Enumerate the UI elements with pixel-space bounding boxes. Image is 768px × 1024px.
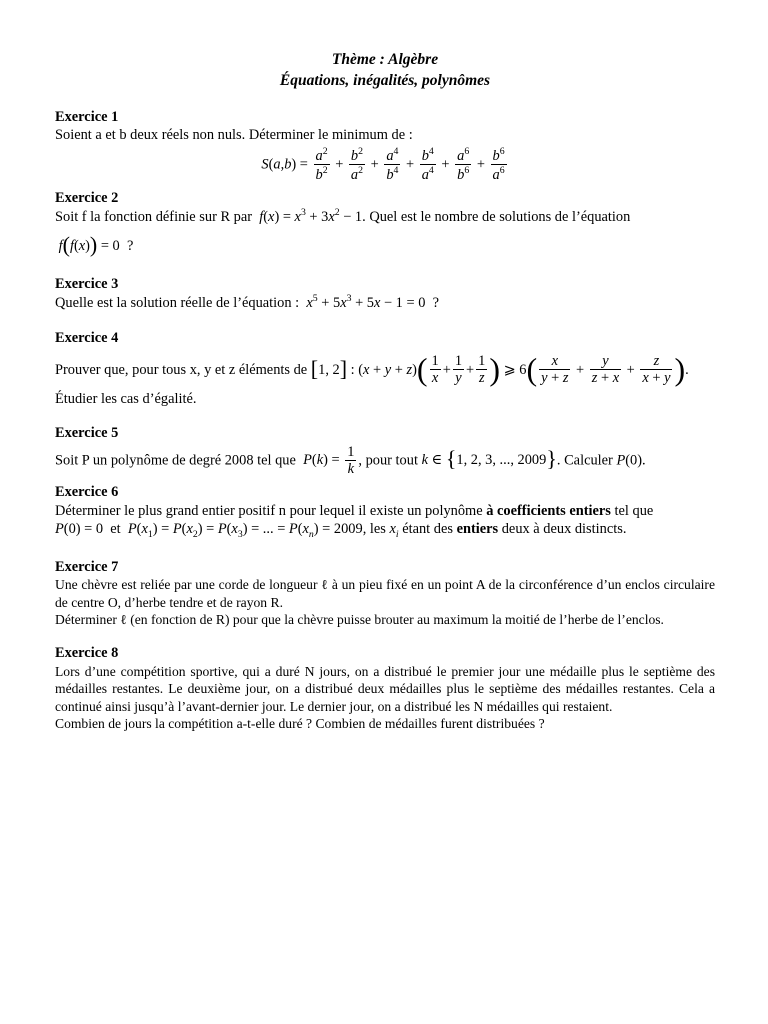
exercise-8	[55, 644, 715, 732]
formula-inequality: [1, 2] : (x + y + z)( $\frac{1}{x}$ + $\frac{1}{y}$ + $\frac{1}{z}$ ) ⩾ 6( $\frac{x}{y + z}$ + $\frac{y}{z + x}$ + $\frac{z}{x + y}$ ).	[310, 350, 689, 387]
formula-s: S(a,b) = $\frac{a^2}{b^2}$ + $\frac{b^2}{a^2}$ + $\frac{a^4}{b^4}$ + $\frac{b^4}{a^4}$ + $\frac{a^6}{b^6}$ + $\frac{b^6}{a^6}$	[261, 145, 505, 183]
exercise-text: . Calculer	[556, 452, 613, 469]
formula-xi: $x_i$	[389, 521, 399, 541]
exercise-text: , pour tout	[358, 452, 418, 469]
exercise-text: deux à deux distincts.	[501, 521, 627, 538]
exercise-1	[55, 108, 715, 183]
formula-p0: P(0).	[616, 452, 646, 469]
emphasis-text: à coefficients entiers	[486, 502, 611, 519]
formula-k-set: k ∈ {1, 2, 3, ..., 2009}	[421, 446, 557, 472]
exercise-text: Lors d’une compétition sportive, qui a duré N jours, on a distribué le premier jour une médaille plus le septième des médailles restantes. Le deuxième jour, on a distribué deux médailles plus le septième des médailles restantes. Cela a continué ainsi jusqu’à l’avant-dernier jour. Le dernier jour, on a distribué les N médailles qui restaient.	[55, 663, 715, 714]
exercise-7	[55, 558, 715, 629]
exercise-text: Combien de jours la compétition a-t-elle duré ? Combien de médailles furent distribuées ?	[55, 715, 545, 731]
formula-f: $f(x) = x^3 + 3x^2 - 1$	[259, 207, 363, 226]
formula-pk: P(k) = $\frac{1}{k}$	[303, 443, 355, 477]
exercise-text: tel que	[614, 502, 654, 519]
formula-quintic: $x^5 + 5x^3 + 5x - 1 = 0$ ?	[306, 293, 439, 312]
exercise-text: Déterminer le plus grand entier positif n pour lequel il existe un polynôme	[55, 502, 483, 519]
exercise-text: étant des	[402, 521, 453, 538]
exercise-text: Prouver que, pour tous x, y et z éléments de	[55, 361, 308, 378]
exercise-text: Soit P un polynôme de degré 2008 tel que	[55, 452, 296, 469]
exercise-text: Déterminer ℓ (en fonction de R) pour que la chèvre puisse brouter au maximum la moitié de l’herbe de l’enclos.	[55, 611, 664, 627]
exercise-heading: Exercice 5	[55, 425, 119, 442]
exercise-4	[55, 329, 715, 409]
exercise-text: . Quel est le nombre de solutions de l’équation	[362, 209, 631, 226]
exercise-heading: Exercice 7	[55, 558, 119, 575]
document-page	[55, 50, 715, 732]
exercise-heading: Exercice 8	[55, 645, 119, 662]
emphasis-text: entiers	[456, 521, 499, 538]
exercise-text: Quelle est la solution réelle de l’équation :	[55, 295, 300, 312]
exercise-heading: Exercice 3	[55, 275, 119, 292]
exercise-heading: Exercice 6	[55, 484, 119, 501]
exercise-2	[55, 189, 715, 259]
exercise-text: Étudier les cas d’égalité.	[55, 390, 197, 407]
exercise-heading: Exercice 1	[55, 108, 119, 125]
exercise-text: Soient a et b deux réels non nuls. Déterminer le minimum de :	[55, 127, 413, 144]
exercise-6	[55, 483, 715, 541]
exercise-text: Une chèvre est reliée par une corde de longueur ℓ à un pieu fixé en un point A de la circonférence d’un enclos circulaire de centre O, d’herbe tendre et de rayon R.	[55, 577, 715, 610]
exercise-text: Soit f la fonction définie sur R par	[55, 209, 253, 226]
title-theme: Thème : Algèbre	[331, 51, 439, 68]
exercise-heading: Exercice 2	[55, 190, 119, 206]
formula-ffx: f(f(x)) = 0 ?	[58, 231, 134, 257]
document-title	[55, 50, 715, 92]
exercise-3	[55, 275, 715, 313]
formula-conditions: P(0) = 0 et $P(x_1) = P(x_2) = P(x_3)$ = ... = $P(x_n) = 2009$	[55, 521, 363, 541]
exercise-5	[55, 424, 715, 477]
exercise-heading: Exercice 4	[55, 329, 119, 346]
exercise-text: , les	[362, 521, 386, 538]
title-subject: Équations, inégalités, polynômes	[279, 71, 491, 89]
